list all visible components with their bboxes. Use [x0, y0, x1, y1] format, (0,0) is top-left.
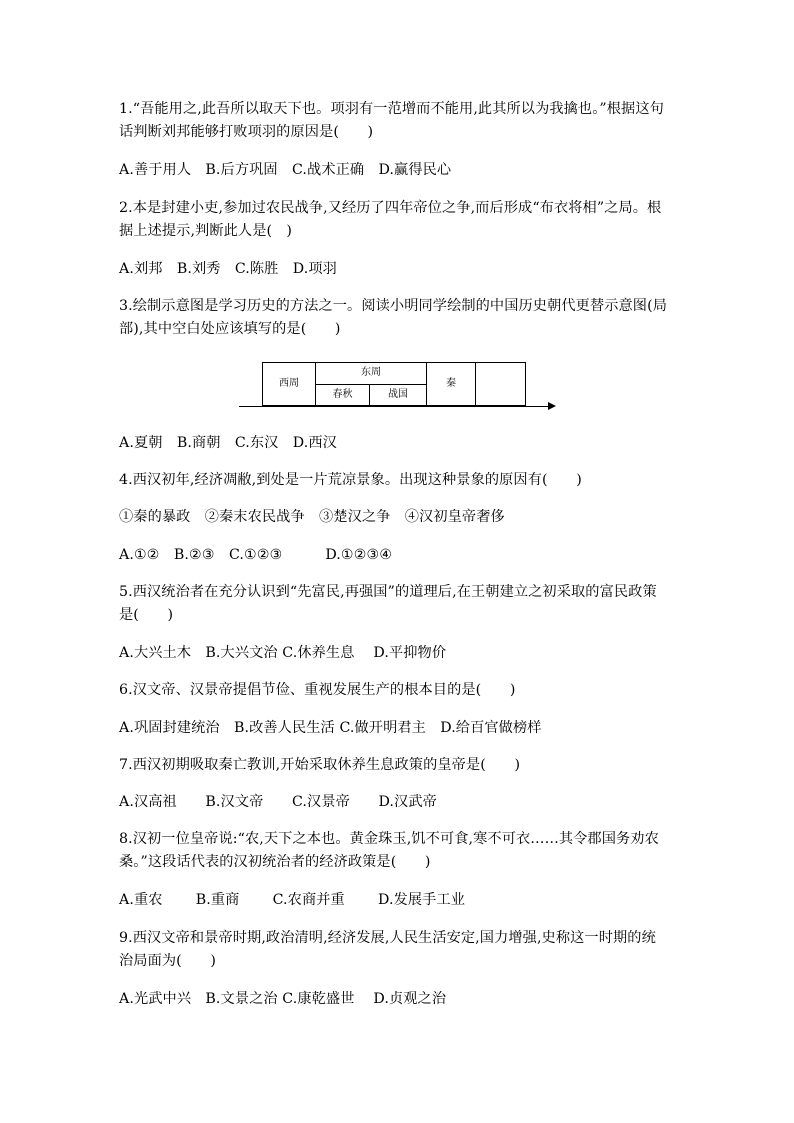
q4-statements: ①秦的暴政 ②秦末农民战争 ③楚汉之争 ④汉初皇帝奢侈	[119, 509, 505, 525]
q9-stem-line1: 9.西汉文帝和景帝时期,政治清明,经济发展,人民生活安定,国力增强,史称这一时期的统	[119, 930, 656, 946]
timeline-arrow-icon	[548, 402, 556, 410]
q1-stem-line2: 话判断刘邦能够打败项羽的原因是( )	[119, 124, 374, 140]
q8-stem-line2: 桑。”这段话代表的汉初统治者的经济政策是( )	[119, 854, 431, 870]
q4-stem-line1: 4.西汉初年,经济凋敝,到处是一片荒凉景象。出现这种景象的原因有( )	[119, 472, 582, 488]
q9-options: A.光武中兴 B.文景之治 C.康乾盛世 D.贞观之治	[119, 991, 447, 1007]
q8-options: A.重农 B.重商 C.农商并重 D.发展手工业	[119, 892, 466, 908]
q4-options: A.①② B.②③ C.①②③ D.①②③④	[119, 547, 393, 563]
timeline-label-qin: 秦	[446, 378, 456, 389]
q8-stem-line1: 8.汉初一位皇帝说:“农,天下之本也。黄金珠玉,饥不可食,寒不可衣……其令郡国务劝农	[119, 831, 659, 847]
q2-stem-line2: 据上述提示,判断此人是( )	[119, 223, 293, 239]
q5-stem-line1: 5.西汉统治者在充分认识到“先富民,再强国”的道理后,在王朝建立之初采取的富民政策	[119, 584, 657, 600]
q7-stem-line1: 7.西汉初期吸取秦亡教训,开始采取休养生息政策的皇帝是( )	[119, 757, 521, 773]
timeline-box-blank	[475, 362, 526, 406]
q2-stem-line1: 2.本是封建小吏,参加过农民战争,又经历了四年帝位之争,而后形成“布衣将相”之局。根	[119, 200, 662, 216]
timeline-axis	[239, 406, 551, 407]
q3-stem-line2: 部),其中空白处应该填写的是( )	[119, 321, 341, 337]
q6-options: A.巩固封建统治 B.改善人民生活 C.做开明君主 D.给百官做榜样	[119, 720, 542, 736]
q1-stem-line1: 1.“吾能用之,此吾所以取天下也。项羽有一范增而不能用,此其所以为我擒也。”根据这句	[119, 101, 664, 117]
q7-options: A.汉高祖 B.汉文帝 C.汉景帝 D.汉武帝	[119, 794, 437, 810]
timeline-label-chunqiu: 春秋	[332, 389, 353, 400]
q5-options: A.大兴土木 B.大兴文治 C.休养生息 D.平抑物价	[119, 645, 447, 661]
q2-options: A.刘邦 B.刘秀 C.陈胜 D.项羽	[119, 261, 337, 277]
timeline-label-xizhou: 西周	[279, 378, 299, 389]
q5-stem-line2: 是( )	[119, 607, 174, 623]
q3-stem-line1: 3.绘制示意图是学习历史的方法之一。阅读小明同学绘制的中国历史朝代更替示意图(局	[119, 298, 668, 314]
q6-stem-line1: 6.汉文帝、汉景帝提倡节俭、重视发展生产的根本目的是( )	[119, 682, 516, 698]
q9-stem-line2: 治局面为( )	[119, 953, 216, 969]
timeline-label-dongzhou: 东周	[361, 367, 381, 378]
timeline-label-zhanguo: 战国	[388, 389, 408, 400]
q1-options: A.善于用人 B.后方巩固 C.战术正确 D.赢得民心	[119, 162, 452, 178]
q3-options: A.夏朝 B.商朝 C.东汉 D.西汉	[119, 435, 337, 451]
